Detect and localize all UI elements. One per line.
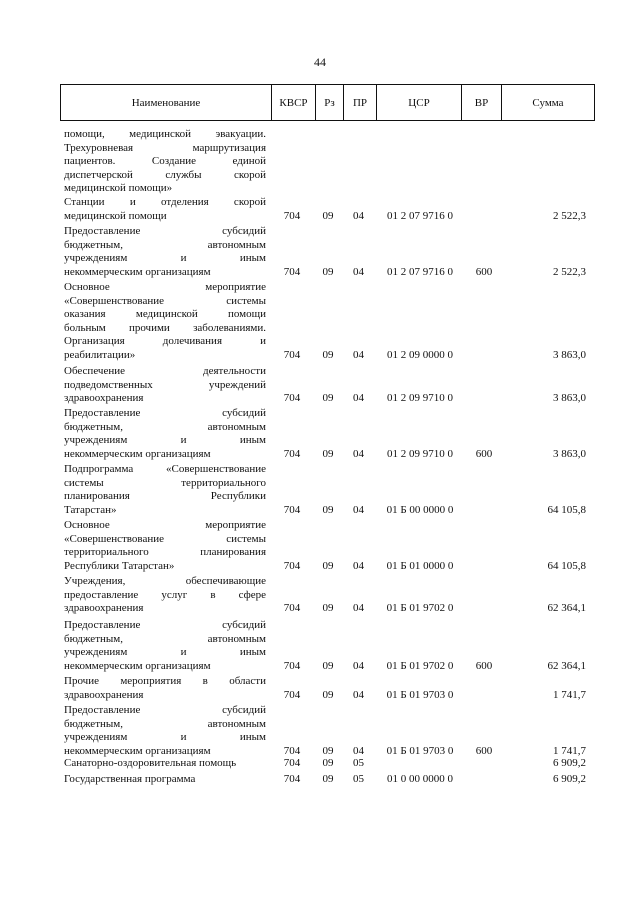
cell-pr: 04 bbox=[353, 447, 364, 460]
row-name-line: некоммерческим организациям bbox=[64, 744, 211, 757]
row-name-line: «Совершенствование системы bbox=[64, 532, 266, 545]
row-name-line: диспетчерской службы скорой bbox=[64, 168, 266, 181]
table-row bbox=[0, 773, 640, 787]
cell-rz: 09 bbox=[322, 349, 334, 361]
row-name bbox=[64, 196, 266, 223]
header-name: Наименование bbox=[61, 85, 272, 120]
cell-sum: 64 105,8 bbox=[547, 503, 586, 516]
row-name-line: пациентов. Создание единой bbox=[64, 155, 266, 168]
cell-kvsr: 704 bbox=[283, 503, 301, 516]
row-name-line: Предоставление субсидий bbox=[64, 407, 266, 419]
row-name-line: Предоставление субсидий bbox=[64, 225, 266, 237]
cell-sum: 3 863,0 bbox=[553, 349, 586, 361]
cell-kvsr: 704 bbox=[283, 209, 301, 222]
cell-csr: 01 2 07 9716 0 bbox=[387, 209, 453, 222]
cell-sum: 2 522,3 bbox=[553, 265, 586, 278]
cell-csr: 01 Б 00 0000 0 bbox=[386, 503, 454, 516]
cell-csr: 01 2 07 9716 0 bbox=[387, 265, 453, 278]
cell-csr: 01 0 00 0000 0 bbox=[387, 773, 453, 785]
row-name-line: планирования Республики bbox=[64, 490, 266, 503]
header-kvsr: КВСР bbox=[272, 85, 316, 120]
cell-sum: 64 105,8 bbox=[547, 559, 586, 572]
cell-rz: 09 bbox=[322, 392, 334, 405]
cell-kvsr: 704 bbox=[283, 392, 301, 405]
cell-csr: 01 Б 01 9702 0 bbox=[386, 602, 454, 615]
table-row bbox=[0, 196, 640, 223]
header-rz: Рз bbox=[316, 85, 344, 120]
row-name bbox=[64, 704, 266, 758]
row-name bbox=[64, 128, 266, 196]
cell-rz: 09 bbox=[322, 688, 334, 701]
cell-sum: 1 741,7 bbox=[553, 688, 586, 701]
row-name-line: бюджетным, автономным bbox=[64, 420, 266, 433]
row-name-line: медицинской помощи bbox=[64, 209, 167, 222]
row-name-line: оказания медицинской помощи bbox=[64, 308, 266, 321]
cell-kvsr: 704 bbox=[283, 773, 301, 785]
row-name-line: Республики Татарстан» bbox=[64, 559, 175, 572]
cell-pr: 04 bbox=[353, 688, 364, 701]
row-name-line: «Совершенствование системы bbox=[64, 294, 266, 307]
row-name-line: Предоставление субсидий bbox=[64, 619, 266, 631]
row-name bbox=[64, 773, 266, 787]
table-row bbox=[0, 365, 640, 406]
table-row bbox=[0, 575, 640, 616]
cell-pr: 05 bbox=[353, 757, 364, 769]
table-row bbox=[0, 407, 640, 461]
row-name-line: бюджетным, автономным bbox=[64, 238, 266, 251]
cell-kvsr: 704 bbox=[283, 447, 301, 460]
cell-sum: 1 741,7 bbox=[553, 744, 586, 757]
cell-csr: 01 Б 01 9703 0 bbox=[386, 688, 454, 701]
cell-rz: 09 bbox=[322, 602, 334, 615]
row-name-line: Организация долечивания и bbox=[64, 335, 266, 348]
table-row bbox=[0, 757, 640, 771]
cell-vr: 600 bbox=[475, 265, 493, 278]
row-name bbox=[64, 225, 266, 279]
cell-kvsr: 704 bbox=[283, 265, 301, 278]
cell-pr: 04 bbox=[353, 265, 364, 278]
row-name bbox=[64, 281, 266, 363]
header-vr: ВР bbox=[462, 85, 502, 120]
cell-rz: 09 bbox=[322, 559, 334, 572]
row-name bbox=[64, 619, 266, 673]
cell-rz: 09 bbox=[322, 447, 334, 460]
cell-pr: 04 bbox=[353, 659, 364, 672]
row-name-line: здравоохранения bbox=[64, 688, 144, 701]
cell-sum: 3 863,0 bbox=[553, 447, 586, 460]
table-row bbox=[0, 704, 640, 758]
row-name bbox=[64, 365, 266, 406]
cell-kvsr: 704 bbox=[283, 559, 301, 572]
cell-pr: 04 bbox=[353, 559, 364, 572]
row-name-line: бюджетным, автономным bbox=[64, 632, 266, 645]
cell-csr: 01 2 09 9710 0 bbox=[387, 447, 453, 460]
table-row bbox=[0, 463, 640, 517]
cell-vr: 600 bbox=[475, 659, 493, 672]
table-row bbox=[0, 519, 640, 573]
row-name-line: Государственная программа bbox=[64, 773, 196, 785]
cell-kvsr: 704 bbox=[283, 349, 301, 361]
cell-pr: 04 bbox=[353, 392, 364, 405]
table-row bbox=[0, 619, 640, 673]
header-csr: ЦСР bbox=[377, 85, 462, 120]
row-name bbox=[64, 575, 266, 616]
row-name-line: учреждениям и иным bbox=[64, 252, 266, 265]
row-name-line: реабилитации» bbox=[64, 348, 136, 361]
row-name-line: Предоставление субсидий bbox=[64, 704, 266, 716]
row-name-line: Станции и отделения скорой bbox=[64, 196, 266, 208]
cell-pr: 04 bbox=[353, 209, 364, 222]
row-name-line: Основное мероприятие bbox=[64, 281, 266, 293]
table-row bbox=[0, 281, 640, 363]
cell-sum: 6 909,2 bbox=[553, 773, 586, 785]
row-name-line: здравоохранения bbox=[64, 392, 144, 405]
cell-rz: 09 bbox=[322, 757, 334, 769]
row-name-line: медицинской помощи» bbox=[64, 182, 173, 195]
row-name-line: Учреждения, обеспечивающие bbox=[64, 575, 266, 587]
row-name-line: некоммерческим организациям bbox=[64, 265, 211, 278]
row-name-line: учреждениям и иным bbox=[64, 434, 266, 447]
row-name-line: учреждениям и иным bbox=[64, 646, 266, 659]
cell-sum: 62 364,1 bbox=[547, 602, 586, 615]
row-name bbox=[64, 407, 266, 461]
table-row bbox=[0, 225, 640, 279]
cell-rz: 09 bbox=[322, 773, 334, 785]
cell-rz: 09 bbox=[322, 659, 334, 672]
cell-rz: 09 bbox=[322, 744, 334, 757]
cell-sum: 62 364,1 bbox=[547, 659, 586, 672]
cell-pr: 05 bbox=[353, 773, 364, 785]
row-name-line: Обеспечение деятельности bbox=[64, 365, 266, 377]
row-name-line: учреждениям и иным bbox=[64, 731, 266, 744]
row-name-line: системы территориального bbox=[64, 476, 266, 489]
table-row bbox=[0, 675, 640, 702]
row-name bbox=[64, 519, 266, 573]
cell-rz: 09 bbox=[322, 503, 334, 516]
header-sum: Сумма bbox=[532, 96, 564, 109]
row-name bbox=[64, 757, 266, 771]
row-name-line: Санаторно-оздоровительная помощь bbox=[64, 757, 237, 769]
row-name-line: Основное мероприятие bbox=[64, 519, 266, 531]
cell-kvsr: 704 bbox=[283, 659, 301, 672]
cell-csr: 01 2 09 0000 0 bbox=[387, 349, 453, 361]
cell-kvsr: 704 bbox=[283, 602, 301, 615]
row-name-line: некоммерческим организациям bbox=[64, 659, 211, 672]
cell-kvsr: 704 bbox=[283, 757, 301, 769]
cell-vr: 600 bbox=[475, 744, 493, 757]
cell-pr: 04 bbox=[353, 744, 364, 757]
row-name bbox=[64, 675, 266, 702]
table-row bbox=[0, 128, 640, 196]
row-name-line: некоммерческим организациям bbox=[64, 447, 211, 460]
cell-csr: 01 Б 01 9702 0 bbox=[386, 659, 454, 672]
cell-sum: 2 522,3 bbox=[553, 209, 586, 222]
cell-kvsr: 704 bbox=[283, 744, 301, 757]
row-name-line: здравоохранения bbox=[64, 602, 144, 615]
row-name-line: помощи, медицинской эвакуации. bbox=[64, 128, 266, 140]
header-pr: ПР bbox=[344, 85, 377, 120]
cell-sum: 3 863,0 bbox=[553, 392, 586, 405]
row-name-line: Трехуровневая маршрутизация bbox=[64, 141, 266, 154]
row-name-line: Подпрограмма «Совершенствование bbox=[64, 463, 266, 475]
row-name-line: больным прочими заболеваниями. bbox=[64, 321, 266, 334]
cell-pr: 04 bbox=[353, 349, 364, 361]
cell-pr: 04 bbox=[353, 503, 364, 516]
row-name-line: бюджетным, автономным bbox=[64, 717, 266, 730]
row-name-line: предоставление услуг в сфере bbox=[64, 588, 266, 601]
cell-csr: 01 Б 01 9703 0 bbox=[386, 744, 454, 757]
row-name-line: территориального планирования bbox=[64, 546, 266, 559]
cell-csr: 01 Б 01 0000 0 bbox=[386, 559, 454, 572]
cell-vr: 600 bbox=[475, 447, 493, 460]
cell-rz: 09 bbox=[322, 209, 334, 222]
cell-rz: 09 bbox=[322, 265, 334, 278]
page-number: 44 bbox=[314, 55, 326, 69]
cell-sum: 6 909,2 bbox=[553, 757, 586, 769]
row-name-line: Прочие мероприятия в области bbox=[64, 675, 266, 687]
cell-kvsr: 704 bbox=[283, 688, 301, 701]
row-name-line: Татарстан» bbox=[64, 503, 117, 516]
row-name-line: подведомственных учреждений bbox=[64, 378, 266, 391]
cell-csr: 01 2 09 9710 0 bbox=[387, 392, 453, 405]
cell-pr: 04 bbox=[353, 602, 364, 615]
row-name bbox=[64, 463, 266, 517]
